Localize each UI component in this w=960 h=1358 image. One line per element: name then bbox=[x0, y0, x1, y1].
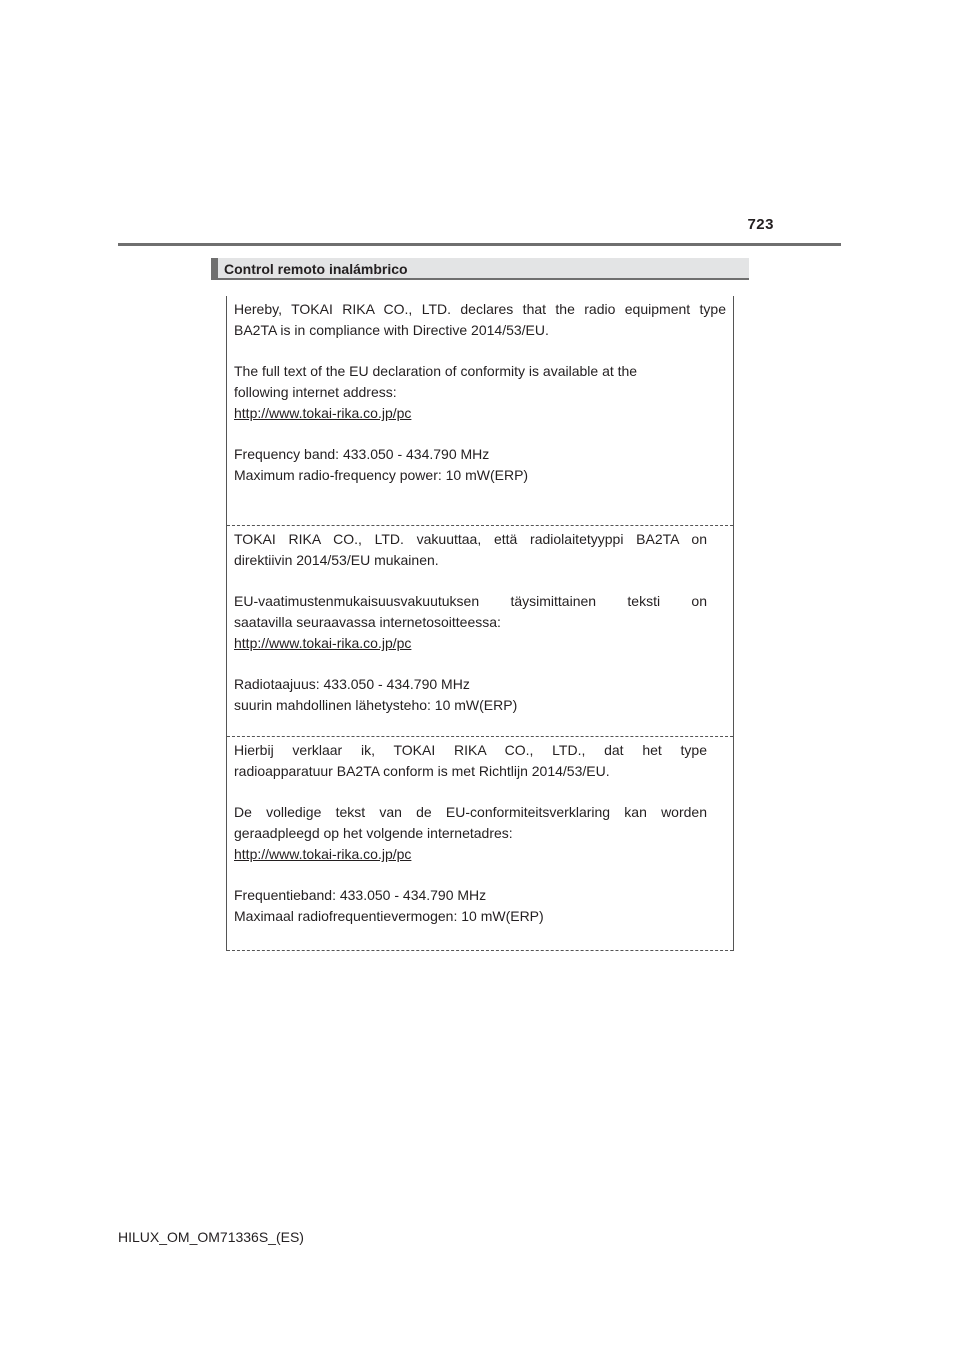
text-line: Frequentieband: 433.050 - 434.790 MHz bbox=[234, 887, 487, 903]
section-title: Control remoto inalámbrico bbox=[224, 261, 408, 277]
text-line: suurin mahdollinen lähetysteho: 10 mW(ERP) bbox=[234, 697, 518, 713]
text-line: Radiotaajuus: 433.050 - 434.790 MHz bbox=[234, 676, 470, 692]
page-footer: HILUX_OM_OM71336S_(ES) bbox=[118, 1229, 304, 1245]
specs-text bbox=[234, 885, 707, 927]
declaration-text bbox=[234, 740, 707, 782]
declaration-text bbox=[234, 529, 707, 571]
declaration-block-english bbox=[227, 296, 733, 526]
text-line: following internet address: bbox=[234, 384, 397, 400]
text-line: radioapparatuur BA2TA conform is met Richtlijn 2014/53/EU. bbox=[234, 763, 610, 779]
availability-text bbox=[234, 361, 726, 424]
text-line: The full text of the EU declaration of conformity is available at the bbox=[234, 363, 638, 379]
text-line: Hierbij verklaar ik, TOKAI RIKA CO., LTD., dat het type bbox=[234, 742, 707, 758]
section-header-bar bbox=[211, 258, 218, 278]
text-line: geraadpleegd op het volgende internetadres: bbox=[234, 825, 513, 841]
text-line: Maximum radio-frequency power: 10 mW(ERP) bbox=[234, 467, 529, 483]
text-line: Frequency band: 433.050 - 434.790 MHz bbox=[234, 446, 490, 462]
text-line: De volledige tekst van de EU-conformiteitsverklaring kan worden bbox=[234, 804, 707, 820]
declaration-block-dutch bbox=[227, 737, 733, 951]
declaration-url-link[interactable]: http://www.tokai-rika.co.jp/pc bbox=[234, 635, 412, 651]
text-line: TOKAI RIKA CO., LTD. vakuuttaa, että radiolaitetyyppi BA2TA on bbox=[234, 531, 707, 547]
declaration-url-link[interactable]: http://www.tokai-rika.co.jp/pc bbox=[234, 846, 412, 862]
text-line: EU-vaatimustenmukaisuusvakuutuksen täysimittainen teksti on bbox=[234, 593, 707, 609]
section-header bbox=[211, 258, 749, 280]
text-line: direktiivin 2014/53/EU mukainen. bbox=[234, 552, 439, 568]
specs-text bbox=[234, 674, 707, 716]
declaration-text bbox=[234, 299, 726, 341]
specs-text bbox=[234, 444, 726, 486]
top-rule bbox=[118, 243, 841, 246]
declaration-block-finnish bbox=[227, 526, 733, 737]
text-line: Hereby, TOKAI RIKA CO., LTD. declares that the radio equipment type bbox=[234, 301, 726, 317]
text-line: saatavilla seuraavassa internetosoitteessa: bbox=[234, 614, 501, 630]
text-line: Maximaal radiofrequentievermogen: 10 mW(ERP) bbox=[234, 908, 544, 924]
page-number: 723 bbox=[747, 216, 774, 233]
availability-text bbox=[234, 802, 707, 865]
text-line: BA2TA is in compliance with Directive 2014/53/EU. bbox=[234, 322, 549, 338]
availability-text bbox=[234, 591, 707, 654]
declaration-url-link[interactable]: http://www.tokai-rika.co.jp/pc bbox=[234, 405, 412, 421]
declaration-box bbox=[226, 296, 734, 951]
